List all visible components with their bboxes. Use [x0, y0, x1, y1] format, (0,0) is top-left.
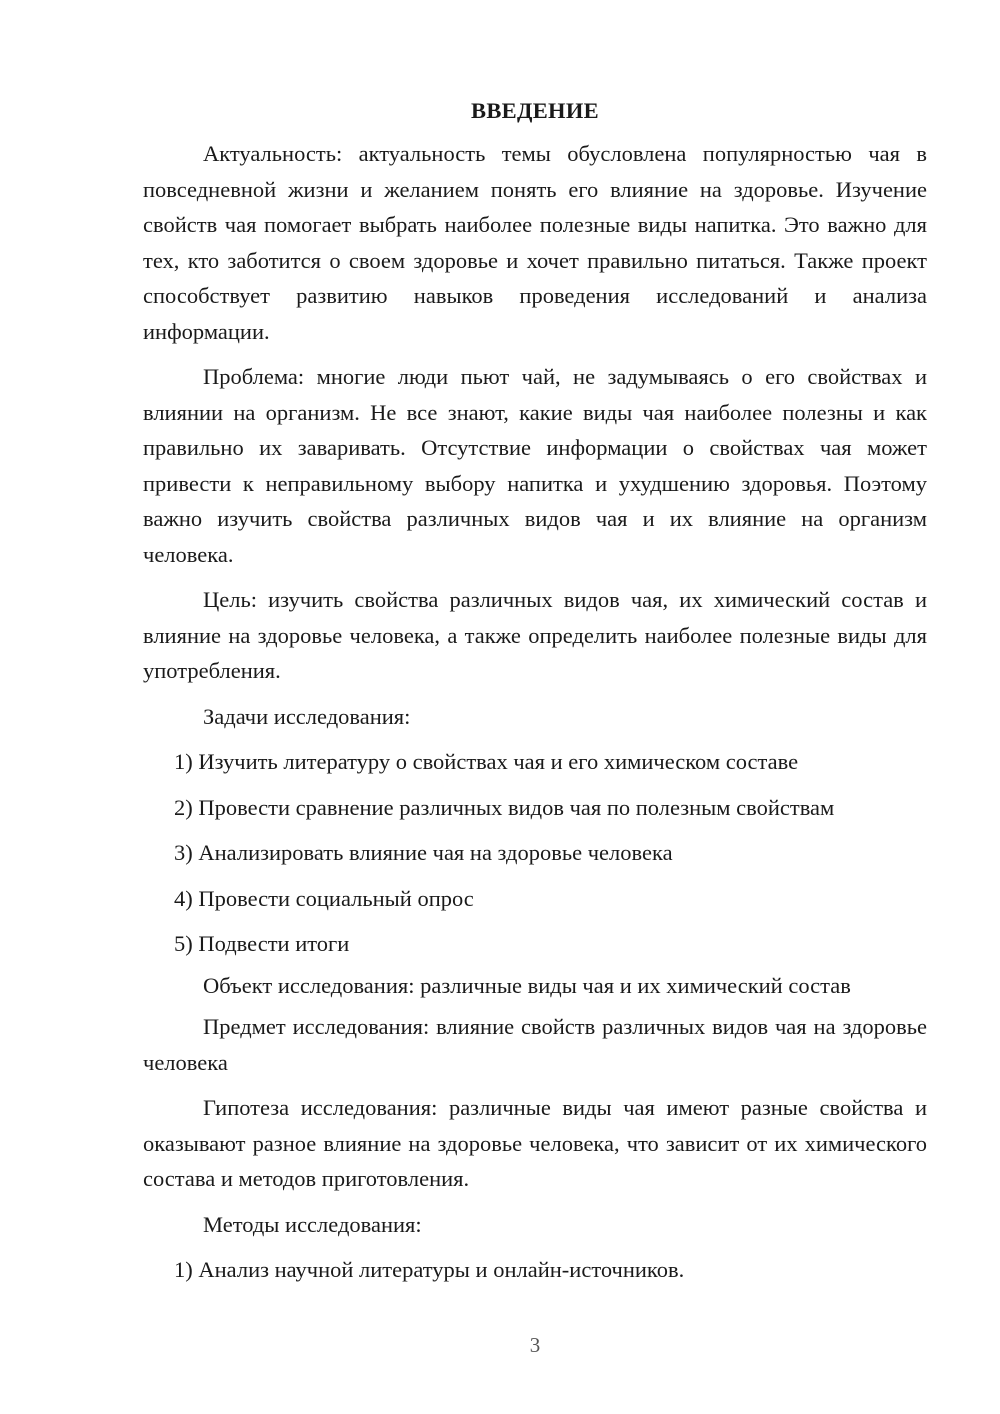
method-item: 1) Анализ научной литературы и онлайн-источников. — [174, 1257, 685, 1282]
task-item: 1) Изучить литературу о свойствах чая и его химическом составе — [174, 749, 799, 774]
task-item: 2) Провести сравнение различных видов чая по полезным свойствам — [174, 794, 835, 820]
subject-paragraph: Предмет исследования: влияние свойств различных видов чая на здоровье человека — [143, 1014, 927, 1075]
relevance-paragraph: Актуальность: актуальность темы обусловлена популярностью чая в повседневной жизни и желанием понять его влияние на здоровье. Изучение свойств чая помогает выбрать наиболее полезные виды напитка. Это важно для тех, кто заботится о своем здоровье и хочет правильно питаться. Также проект способствует развитию навыков проведения исследований и анализа информации. — [143, 141, 927, 344]
problem-paragraph: Проблема: многие люди пьют чай, не задумываясь о его свойствах и влиянии на организм. Не все знают, какие виды чая наиболее полезны и как правильно их заваривать. Отсутствие информации о свойствах чая может привести к неправильному выбору напитка и ухудшению здоровья. Поэтому важно изучить свойства различных видов чая и их влияние на организм человека. — [143, 364, 927, 567]
object-line: Объект исследования: различные виды чая и их химический состав — [203, 972, 851, 998]
task-item: 4) Провести социальный опрос — [174, 885, 474, 911]
section-title: ВВЕДЕНИЕ — [471, 98, 599, 123]
tasks-heading: Задачи исследования: — [203, 703, 411, 729]
document-page — [143, 96, 927, 1298]
task-item: 3) Анализировать влияние чая на здоровье человека — [174, 840, 673, 865]
task-item: 5) Подвести итоги — [174, 931, 350, 956]
page-number: 3 — [529, 1333, 541, 1357]
hypothesis-paragraph: Гипотеза исследования: различные виды чая имеют разные свойства и оказывают разное влияние на здоровье человека, что зависит от их химического состава и методов приготовления. — [143, 1095, 927, 1191]
goal-paragraph: Цель: изучить свойства различных видов чая, их химический состав и влияние на здоровье человека, а также определить наиболее полезные виды для употребления. — [143, 587, 927, 683]
methods-heading: Методы исследования: — [203, 1211, 422, 1237]
